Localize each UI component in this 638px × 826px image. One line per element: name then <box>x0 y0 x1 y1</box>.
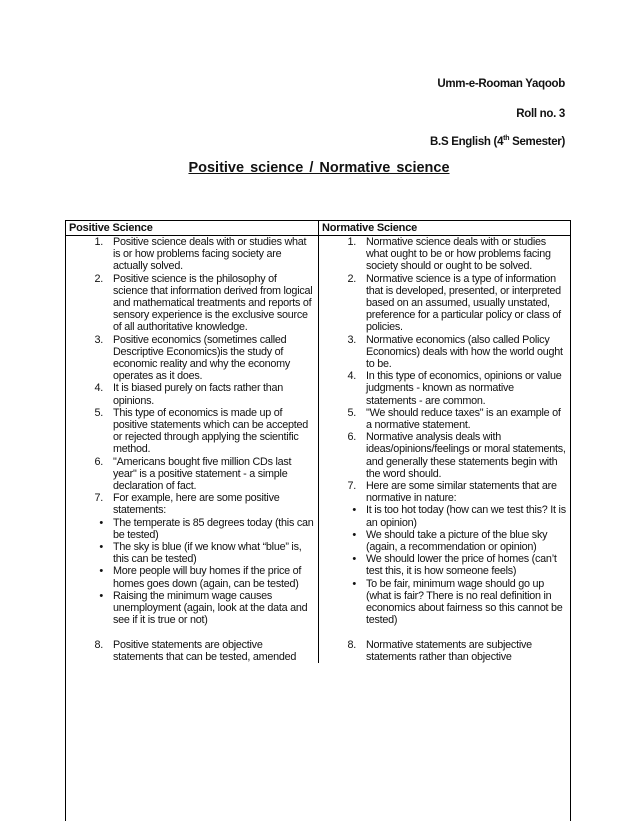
comparison-table <box>65 220 571 821</box>
list-number: 1. <box>347 236 356 248</box>
positive-spacer <box>66 627 318 639</box>
normative-column <box>319 236 571 663</box>
list-number: 6. <box>347 431 356 444</box>
table-body-row <box>66 236 570 663</box>
positive-item-text: The sky is blue (if we know what “blue” is, this can be tested) <box>113 541 302 566</box>
positive-list-item <box>66 382 318 406</box>
normative-item-text: Normative economics (also called Policy Economics) deals with how the world ought to be. <box>366 333 563 371</box>
positive-item-text: Positive science deals with or studies what is or how problems facing society are actually solved. <box>113 236 307 273</box>
normative-item-text: To be fair, minimum wage should go up (what is fair? There is no real definition in economics about fairness so this cannot be tested) <box>366 577 563 627</box>
bullet-icon: • <box>99 589 103 602</box>
normative-list-item <box>319 480 570 504</box>
list-number: 7. <box>347 480 356 493</box>
bullet-icon: • <box>352 504 356 517</box>
normative-list-item <box>319 504 570 528</box>
normative-list-item <box>319 578 570 627</box>
positive-item-text: It is biased purely on facts rather than opinions. <box>113 382 284 407</box>
normative-item-text: Normative analysis deals with ideas/opinions/feelings or moral statements, and generally these statements begin with the word should. <box>366 431 566 480</box>
normative-item-text: Normative science is a type of information that is developed, presented, or interpreted based on an assumed, usually unstated, preference for a particular policy or class of policies. <box>366 272 561 334</box>
course-suffix: Semester) <box>509 135 565 148</box>
author-name: Umm-e-Rooman Yaqoob <box>437 78 565 90</box>
header-positive-science: Positive Science <box>66 221 319 236</box>
normative-item-text: "We should reduce taxes" is an example of a normative statement. <box>366 406 561 432</box>
positive-item-text: Positive science is the philosophy of science that information derived from logical and mathematical treatments and reports of sensory experience is the exclusive source of all authoritative knowledge. <box>113 272 313 334</box>
normative-list-item <box>319 334 570 371</box>
normative-list-item <box>319 431 570 480</box>
positive-list-item <box>66 565 318 589</box>
positive-item-text: "Americans bought five million CDs last year" is a positive statement - a simple declaration of fact. <box>113 455 292 493</box>
course-prefix: B.S English (4 <box>430 135 504 148</box>
normative-item-text: We should take a picture of the blue sky (again, a recommendation or opinion) <box>366 528 548 554</box>
positive-list-item <box>66 590 318 627</box>
positive-column <box>66 236 319 663</box>
normative-list-item <box>319 639 570 663</box>
list-number: 5. <box>94 406 103 419</box>
positive-list-item <box>66 492 318 516</box>
list-number: 4. <box>94 382 103 395</box>
list-number: 3. <box>94 333 103 346</box>
positive-list-item <box>66 517 318 541</box>
list-number: 2. <box>347 272 356 285</box>
list-number: 1. <box>94 236 103 248</box>
normative-list-item <box>319 407 570 431</box>
normative-item-text: Normative science deals with or studies what ought to be or how problems facing society should or ought to be solved. <box>366 236 551 273</box>
normative-item-text: Normative statements are subjective statements rather than objective <box>366 638 532 663</box>
positive-list <box>66 236 318 663</box>
positive-list-item <box>66 407 318 456</box>
positive-item-text: The temperate is 85 degrees today (this can be tested) <box>113 516 314 541</box>
page-title: Positive science / Normative science <box>188 160 450 176</box>
positive-list-item <box>66 639 318 663</box>
positive-list-item <box>66 236 318 273</box>
normative-item-text: We should lower the price of homes (can’t test this, it is how someone feels) <box>366 553 557 578</box>
comparison-table-grid <box>66 221 570 663</box>
list-number: 2. <box>94 272 103 285</box>
positive-list-item <box>66 273 318 334</box>
bullet-icon: • <box>99 565 103 578</box>
positive-item-text: Positive economics (sometimes called Descriptive Economics)is the study of economic reality and why the economy operates as it does. <box>113 333 291 383</box>
roll-number: Roll no. 3 <box>516 108 565 120</box>
list-number: 5. <box>347 406 356 419</box>
positive-item-text: Positive statements are objective statements that can be tested, amended <box>113 638 297 663</box>
list-number: 8. <box>94 638 103 651</box>
normative-item-text: It is too hot today (how can we test this? It is an opinion) <box>366 504 566 529</box>
normative-list-item <box>319 236 570 273</box>
bullet-icon: • <box>352 577 356 590</box>
normative-list-item <box>319 529 570 553</box>
positive-item-text: More people will buy homes if the price of homes goes down (again, can be tested) <box>113 565 302 590</box>
normative-list-item <box>319 370 570 407</box>
bullet-icon: • <box>352 528 356 541</box>
normative-list-item <box>319 273 570 334</box>
list-number: 6. <box>94 455 103 468</box>
normative-spacer <box>319 627 570 639</box>
positive-item-text: This type of economics is made up of positive statements which can be accepted or rejected through applying the scientific method. <box>113 406 309 456</box>
normative-item-text: In this type of economics, opinions or value judgments - known as normative statements - are common. <box>366 370 562 407</box>
positive-list-item <box>66 456 318 493</box>
course-info <box>430 135 565 148</box>
bullet-icon: • <box>99 516 103 529</box>
table-header-row <box>66 221 570 236</box>
positive-item-text: For example, here are some positive statements: <box>113 492 280 517</box>
normative-item-text: Here are some similar statements that are normative in nature: <box>366 480 557 505</box>
normative-list-item <box>319 553 570 577</box>
list-number: 8. <box>347 638 356 651</box>
list-number: 3. <box>347 333 356 346</box>
bullet-icon: • <box>99 541 103 554</box>
header-normative-science: Normative Science <box>319 221 571 236</box>
positive-list-item <box>66 541 318 565</box>
list-number: 7. <box>94 492 103 505</box>
bullet-icon: • <box>352 553 356 566</box>
list-number: 4. <box>347 370 356 383</box>
normative-list <box>319 236 570 663</box>
positive-item-text: Raising the minimum wage causes unemployment (again, look at the data and see if it is true or not) <box>113 589 308 627</box>
course-superscript: th <box>503 135 510 142</box>
positive-list-item <box>66 334 318 383</box>
